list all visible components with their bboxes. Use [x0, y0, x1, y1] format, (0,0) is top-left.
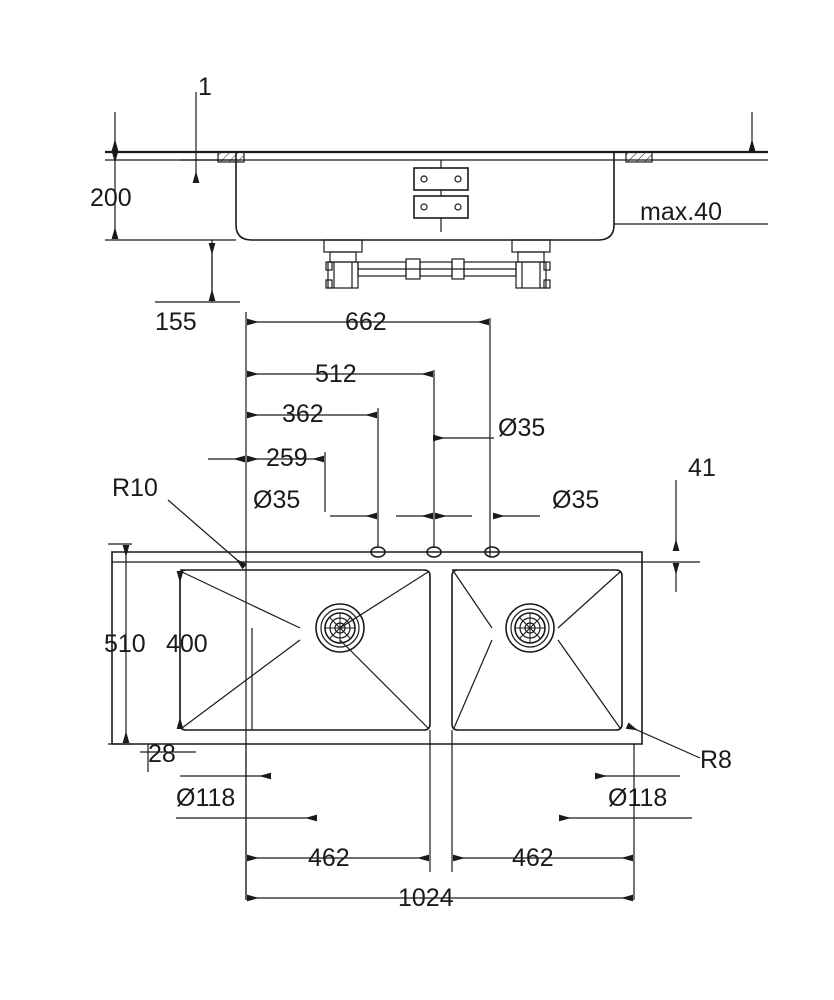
drain-assembly-right: [512, 240, 550, 288]
label-drain-offset: 155: [155, 308, 197, 336]
elevation-dimensions: [90, 73, 768, 336]
label-edge-41: 41: [688, 454, 716, 482]
bowl-right: [452, 570, 622, 730]
label-cabinet-height: 200: [90, 184, 132, 212]
label-edge-28: 28: [148, 740, 176, 768]
label-dim-259: 259: [266, 444, 308, 472]
label-hole-right: Ø35: [552, 486, 600, 514]
label-top-thickness: 1: [198, 73, 212, 101]
plan-dimensions-bottom: [176, 730, 692, 912]
label-dim-512: 512: [315, 360, 357, 388]
label-drain-left: Ø118: [176, 784, 236, 812]
label-bowl-depth: 400: [166, 630, 208, 658]
plan-dimensions-left: [104, 544, 208, 772]
label-bowl-width-right: 462: [512, 844, 554, 872]
label-overall-width: 1024: [398, 884, 454, 912]
radius-leaders: [112, 474, 732, 774]
drain-assembly-left: [324, 240, 362, 288]
drain-opening-left: [316, 604, 364, 652]
label-max-underside: max.40: [640, 198, 722, 226]
label-dim-662: 662: [345, 308, 387, 336]
label-drain-right: Ø118: [608, 784, 668, 812]
label-overall-depth: 510: [104, 630, 146, 658]
label-bowl-width-left: 462: [308, 844, 350, 872]
label-radius-corner: R10: [112, 474, 158, 502]
drain-opening-right: [506, 604, 554, 652]
bowl-left: [180, 570, 430, 730]
label-dim-362: 362: [282, 400, 324, 428]
waste-pipe: [358, 259, 516, 279]
label-hole-center-right: Ø35: [498, 414, 546, 442]
label-hole-left: Ø35: [253, 486, 301, 514]
label-radius-bowl: R8: [700, 746, 732, 774]
